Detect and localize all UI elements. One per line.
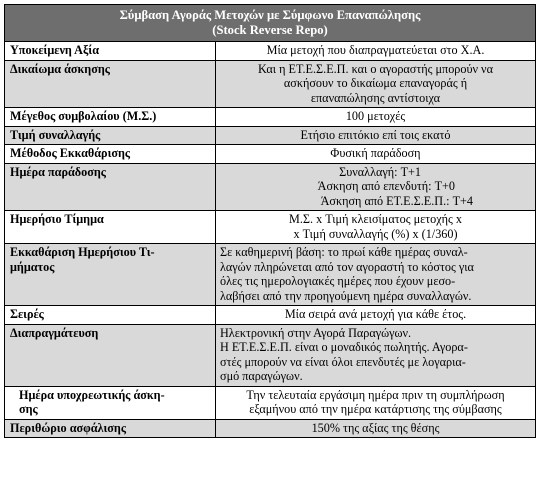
row-label-line: Ημερήσιο Τίμημα [10, 212, 104, 226]
row-value-line: x Τιμή συναλλαγής (%) x (1/360) [293, 226, 458, 241]
row-value-line: Και η ΕΤ.Ε.Σ.Ε.Π. και ο αγοραστής μπορούν να [258, 61, 493, 76]
table-row [5, 386, 535, 419]
row-value [216, 145, 536, 164]
title-line-1: Σύμβαση Αγοράς Μετοχών με Σύμφωνο Επαναπώλησης [119, 8, 421, 22]
row-value-line: σμό παραγώγων. [220, 369, 303, 383]
row-value-line: Μία σειρά ανά μετοχή για κάθε έτος. [284, 307, 467, 321]
table-row [5, 244, 535, 306]
row-value-line: 100 μετοχές [345, 109, 406, 123]
row-value-line: Ηλεκτρονική στην Αγορά Παραγώγων. [220, 325, 412, 340]
row-label [5, 244, 216, 306]
row-label [5, 306, 216, 325]
row-label-line: Περιθώριο ασφάλισης [10, 420, 126, 435]
row-value [216, 42, 536, 60]
row-value-line: Την τελευταία εργάσιμη ημέρα πριν τη συμπλήρωση [246, 387, 505, 402]
row-label [5, 145, 216, 164]
row-label-line: Διαπραγμάτευση [10, 325, 99, 340]
row-label [5, 42, 216, 60]
table-row [5, 306, 535, 325]
row-value [216, 211, 536, 244]
row-value-line: Μ.Σ. x Τιμή κλεισίματος μετοχής x [289, 212, 462, 226]
contract-spec-table [4, 4, 536, 438]
row-label-line: Εκκαθάριση Ημερήσιου Τι- [10, 245, 155, 259]
table-row [5, 324, 535, 386]
row-value-line: Άσκηση από ΕΤ.Ε.Σ.Ε.Π.: T+4 [320, 193, 473, 208]
table-row [5, 211, 535, 244]
row-value-line: ασκήσουν το δικαίωμα επαναγοράς ή [283, 76, 468, 90]
row-value-line: Ετήσιο επιτόκιο επί τοις εκατό [300, 127, 451, 142]
row-value-line: επαναπώλησης αντίστοιχα [310, 90, 441, 105]
row-value [216, 324, 536, 386]
spec-rows [5, 42, 535, 437]
title-line-2: (Stock Reverse Repo) [212, 23, 328, 37]
row-label-line: Δικαίωμα άσκησης [10, 61, 110, 76]
row-label-line: Μέθοδος Εκκαθάρισης [10, 146, 131, 160]
row-value-line: λαγών πληρώνεται από τον αγοραστή το κόστος για [220, 259, 474, 274]
row-label-line: Τιμή συναλλαγής [10, 127, 101, 142]
table-row [5, 108, 535, 127]
row-value-line: Συναλλαγή: T+1 [339, 164, 421, 179]
row-value-line: λαβήσει από την προηγούμενη ημέρα συναλλαγών. [220, 288, 472, 303]
row-label [5, 163, 216, 211]
row-value-line: Σε καθημερινή βάση: το πρωί κάθε ημέρας συναλ- [220, 245, 468, 259]
table-row [5, 163, 535, 211]
row-value-line: Μία μετοχή που διαπραγματεύεται στο Χ.Α. [266, 43, 485, 57]
row-value [216, 244, 536, 306]
row-label [5, 126, 216, 145]
table-row [5, 419, 535, 437]
row-label-line: Σειρές [10, 307, 44, 321]
table-row [5, 60, 535, 108]
row-value [216, 419, 536, 437]
row-label [5, 419, 216, 437]
row-label [5, 211, 216, 244]
row-label [5, 324, 216, 386]
row-label [5, 386, 216, 419]
row-label-line: Ημέρα υποχρεωτικής άσκη- [19, 387, 165, 402]
row-value [216, 163, 536, 211]
row-label-line: Μέγεθος συμβολαίου (Μ.Σ.) [10, 109, 157, 123]
row-label-line: Ημέρα παράδοσης [10, 164, 106, 179]
row-value-line: στές μπορούν να είναι όλοι επενδυτές με λογαρια- [220, 354, 466, 369]
table-row [5, 42, 535, 60]
table-row [5, 145, 535, 164]
row-value-line: Η ΕΤ.Ε.Σ.Ε.Π. είναι ο μοναδικός πωλητής. Αγορα- [220, 340, 468, 354]
row-label-line: μήματος [10, 259, 55, 274]
row-value [216, 60, 536, 108]
row-label-line: σης [19, 402, 38, 416]
row-value-line: Φυσική παράδοση [330, 146, 421, 160]
row-value-line: εξαμήνου από την ημέρα κατάρτισης της σύμβασης [249, 402, 502, 416]
row-value-line: όλες τις ημερολογιακές ημέρες που έχουν μεσο- [220, 274, 456, 288]
row-value [216, 306, 536, 325]
table-title [5, 5, 535, 42]
row-value-line: 150% της αξίας της θέσης [311, 420, 440, 435]
table-row [5, 126, 535, 145]
row-value [216, 386, 536, 419]
row-value [216, 108, 536, 127]
row-value-line: Άσκηση από επενδυτή: T+0 [317, 179, 455, 193]
row-label [5, 108, 216, 127]
row-label-line: Υποκείμενη Αξία [10, 43, 99, 57]
row-value [216, 126, 536, 145]
row-label [5, 60, 216, 108]
